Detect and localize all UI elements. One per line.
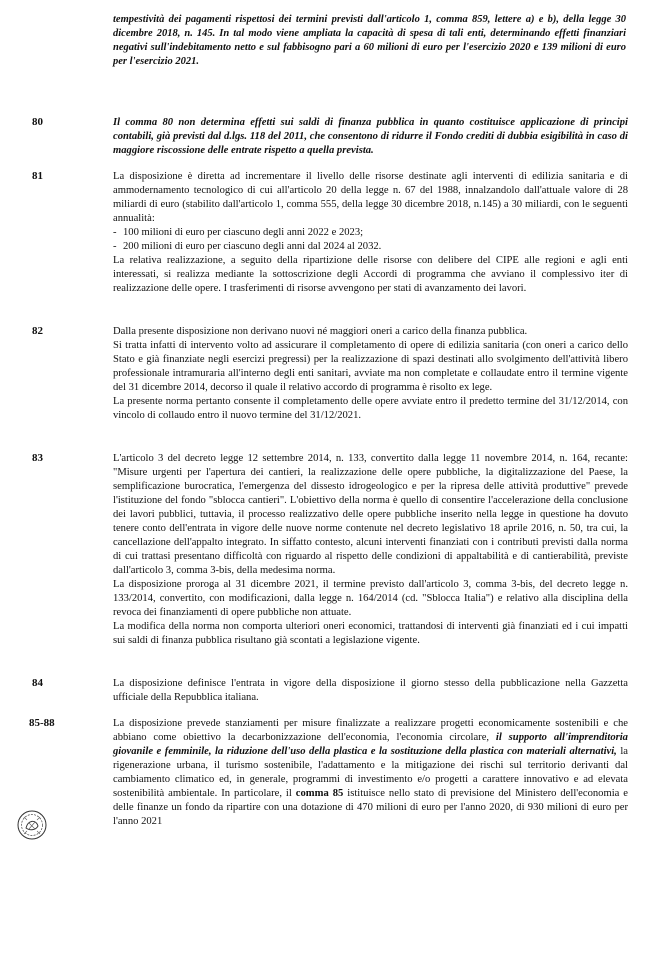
list-item: - 100 milioni di euro per ciascuno degli anni 2022 e 2023; <box>113 226 628 240</box>
text-run: istituisce nello stato di previsione del Ministero dell'economia e delle finanze un fondo da ripartire con una dotazione di 470 milioni di euro per l'anno 2020, di 930 milioni di euro per l'anno 2021 <box>113 788 629 827</box>
section-body <box>113 325 628 423</box>
paragraph: La modifica della norma non comporta ulteriori oneri economici, trattandosi di interventi già finanziati ed i cui impatti sui saldi di finanza pubblica risultano già scontati a legislazione vigente. <box>113 621 628 646</box>
section-body <box>113 452 628 648</box>
text-run: la rigenerazione urbana, il turismo sostenibile, l'adattamento e la mitigazione dei rischi sul territorio derivanti dal cambiamento climatico ed, in generale, programmi di investimento e/o progetti a carattere innovativo e ad elevata sostenibilità ambientale. In particolare, il <box>113 746 628 799</box>
text-run: La disposizione prevede stanziamenti per misure finalizzate a realizzare progetti economicamente sostenibili e che abbiano come obiettivo la decarbonizzazione dell'economia, l'economia circolare, <box>113 718 628 743</box>
paragraph: La presente norma pertanto consente il completamento delle opere avviate entro il predetto termine del 31/12/2014, con vincolo di collaudo entro il nuovo termine del 31/12/2021. <box>113 396 628 421</box>
paragraph <box>113 717 628 829</box>
paragraph: L'articolo 3 del decreto legge 12 settembre 2014, n. 133, convertito dalla legge 11 novembre 2014, n. 164, recante: "Misure urgenti per l'apertura dei cantieri, la realizzazione delle opere pubbliche, la digitalizzazione del Paese, la semplificazione burocratica, l'emergenza del dissesto idrogeologico e per la ripresa delle attività produttive" prevede l'istituzione del fondo "sblocca cantieri". L'obiettivo della norma è quello di consentire l'accelerazione della conclusione dei lavori pubblici, tuttavia, il processo realizzativo delle opere pubbliche inserito nella legge in questione ha dovuto tenere conto dell'entrata in vigore delle nuove norme contenute nel decreto legislativo 18 aprile 2016, n. 50, tra cui, la cancellazione dell'appalto integrato. In siffatto contesto, alcuni interventi finanziati con i contributi previsti dalla norma di cui trattasi presentano difficoltà con riguardo al rispetto delle condizioni di appaltabilità e di cantierabilità, previste dall'articolo 3, comma 3-bis, della medesima norma. <box>113 453 628 576</box>
section-text: Il comma 80 non determina effetti sui saldi di finanza pubblica in quanto costituisce applicazione di principi contabili, già previsti dal d.lgs. 118 del 2011, che consentono di ridurre il Fondo crediti di dubbia esigibilità in caso di maggiore riscossione delle entrate rispetto a quella prevista. <box>113 117 628 156</box>
paragraph: Si tratta infatti di intervento volto ad assicurare il completamento di opere di edilizia sanitaria (con oneri a carico dello Stato e già finanziate negli esercizi pregressi) per la realizzazione di spazi destinati allo svolgimento dell'attività libero professionale intramuraria all'interno degli enti sanitari, avviate ma non completate e collaudate entro il termine vigente del 31 dicembre 2014, decorso il quale il relativo accordo di programma è risolto ex lege. <box>113 340 628 393</box>
paragraph: La disposizione proroga al 31 dicembre 2021, il termine previsto dall'articolo 3, comma 3-bis, del decreto legge n. 133/2014, convertito, con modificazioni, dalla legge n. 164/2014 (cd. "Sblocca Italia") e relativo alla disciplina della revoca dei finanziamenti di opere pubbliche non attuate. <box>113 579 628 618</box>
intro-paragraph: tempestività dei pagamenti rispettosi dei termini previsti dall'articolo 1, comma 859, lettere a) e b), della legge 30 dicembre 2018, n. 145. In tal modo viene ampliata la capacità di spesa di tali enti, determinando effetti finanziari negativi sull'indebitamento netto e sul fabbisogno pari a 60 milioni di euro per l'esercizio 2020 e 139 milioni di euro per l'esercizio 2021. <box>113 14 626 67</box>
paragraph: Dalla presente disposizione non derivano nuovi né maggiori oneri a carico della finanza pubblica. <box>113 326 528 337</box>
emphasis-text: il supporto all'imprenditoria giovanile e femminile, la riduzione dell'uso della plastica e la sostituzione della plastica con materiali alternativi, <box>113 732 628 757</box>
paragraph: La disposizione definisce l'entrata in vigore della disposizione il giorno stesso della pubblicazione nella Gazzetta ufficiale della Repubblica italiana. <box>113 678 628 703</box>
official-seal-icon <box>16 808 48 842</box>
section-number: 82 <box>32 325 43 337</box>
section-body <box>113 717 628 829</box>
section-number: 83 <box>32 452 43 464</box>
section-number: 80 <box>32 116 43 128</box>
section-number: 85-88 <box>29 717 55 729</box>
section-body <box>113 677 628 705</box>
paragraph: La disposizione è diretta ad incrementare il livello delle risorse destinate agli interventi di edilizia sanitaria e di ammodernamento tecnologico di cui all'articolo 20 della legge n. 67 del 1988, innalzandolo dall'attuale valore di 28 miliardi di euro (stabilito dall'articolo 1, comma 555, della legge 30 dicembre 2018, n.145) a 30 miliardi, con le seguenti annualità: <box>113 171 628 224</box>
section-number: 81 <box>32 170 43 182</box>
section-number: 84 <box>32 677 43 689</box>
bold-text: comma 85 <box>295 788 344 799</box>
section-body <box>113 170 628 296</box>
annualities-list <box>113 226 628 254</box>
list-item: - 200 milioni di euro per ciascuno degli anni dal 2024 al 2032. <box>113 240 628 254</box>
paragraph: La relativa realizzazione, a seguito della ripartizione delle risorse con delibere del CIPE alle regioni e agli enti interessati, si realizza mediante la sottoscrizione degli Accordi di programma che avviano il complessivo iter di realizzazione delle opere. I trasferimenti di risorse avvengono per stati di avanzamento dei lavori. <box>113 255 628 294</box>
